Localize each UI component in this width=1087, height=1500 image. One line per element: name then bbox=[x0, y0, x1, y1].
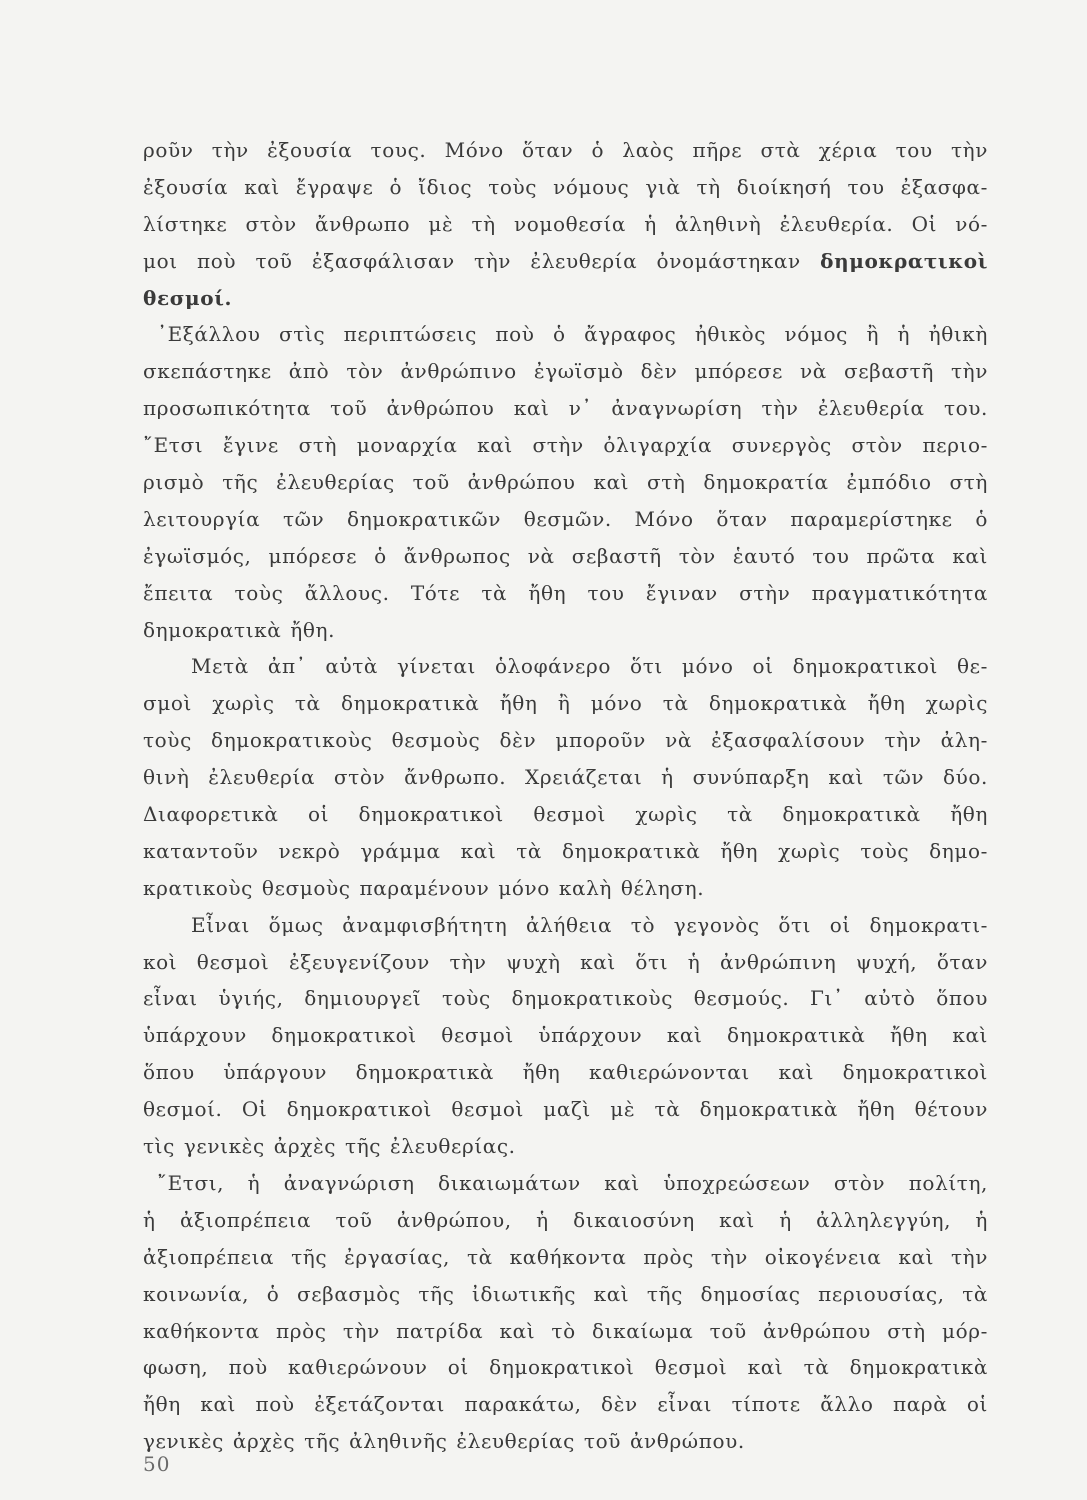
text-line: θεσμοί. Οἱ δημοκρατικοὶ θεσμοὶ μαζὶ μὲ τὰ δημοκρατικὰ ἤθη θέτουν bbox=[143, 1097, 988, 1122]
text-line bbox=[143, 280, 988, 317]
text-line: ὅπου ὑπάργουν δημοκρατικὰ ἤθη καθιερώνονται καὶ δημοκρατικοὶ bbox=[143, 1060, 988, 1085]
text-line: κοινωνία, ὁ σεβασμὸς τῆς ἰδιωτικῆς καὶ τῆς δημοσίας περιουσίας, τὰ bbox=[143, 1281, 988, 1306]
text-line: ἤθη καὶ ποὺ ἐξετάζονται παρακάτω, δὲν εἶναι τίποτε ἄλλο παρὰ οἱ bbox=[143, 1392, 988, 1417]
text-line: ἀξιοπρέπεια τῆς ἐργασίας, τὰ καθήκοντα πρὸς τὴν οἰκογένεια καὶ τὴν bbox=[143, 1244, 988, 1269]
text-line: ρισμὸ τῆς ἐλευθερίας τοῦ ἀνθρώπου καὶ στὴ δημοκρατία ἐμπόδιο στὴ bbox=[143, 470, 988, 495]
text-line: ἐξουσία καὶ ἔγραψε ὁ ἴδιος τοὺς νόμους γιὰ τὴ διοίκησή του ἐξασφα- bbox=[143, 174, 988, 199]
text-line: καθήκοντα πρὸς τὴν πατρίδα καὶ τὸ δικαίωμα τοῦ ἀνθρώπου στὴ μόρ- bbox=[143, 1318, 988, 1343]
bold-term: θεσμοί. bbox=[143, 285, 233, 310]
text-line: εἶναι ὑγιής, δημιουργεῖ τοὺς δημοκρατικοὺς θεσμούς. Γι᾿ αὐτὸ ὅπου bbox=[143, 986, 988, 1011]
bold-term: δημοκρατικοὶ bbox=[820, 248, 989, 273]
text-line: λίστηκε στὸν ἄνθρωπο μὲ τὴ νομοθεσία ἡ ἀληθινὴ ἐλευθερία. Οἱ νό- bbox=[143, 211, 988, 236]
text-line: γενικὲς ἀρχὲς τῆς ἀληθινῆς ἐλευθερίας τοῦ ἀνθρώπου. bbox=[143, 1429, 745, 1454]
text-line: σκεπάστηκε ἀπὸ τὸν ἀνθρώπινο ἐγωϊσμὸ δὲν μπόρεσε νὰ σεβαστῆ τὴν bbox=[143, 359, 988, 384]
text-line: φωση, ποὺ καθιερώνουν οἱ δημοκρατικοὶ θεσμοὶ καὶ τὰ δημοκρατικὰ bbox=[143, 1355, 988, 1380]
text-line: Διαφορετικὰ οἱ δημοκρατικοὶ θεσμοὶ χωρὶς τὰ δημοκρατικὰ ἤθη bbox=[143, 802, 988, 827]
text-line: προσωπικότητα τοῦ ἀνθρώπου καὶ ν᾿ ἀναγνωρίση τὴν ἐλευθερία του. bbox=[143, 396, 988, 421]
text-line: ροῦν τὴν ἐξουσία τους. Μόνο ὅταν ὁ λαὸς πῆρε στὰ χέρια του τὴν bbox=[143, 138, 988, 162]
text-line: ἔπειτα τοὺς ἄλλους. Τότε τὰ ἤθη του ἔγιναν στὴν πραγματικότητα bbox=[143, 580, 988, 605]
text-line: κρατικοὺς θεσμοὺς παραμένουν μόνο καλὴ θέληση. bbox=[143, 875, 705, 900]
text-line bbox=[143, 243, 988, 280]
text-line: σμοὶ χωρὶς τὰ δημοκρατικὰ ἤθη ἢ μόνο τὰ δημοκρατικὰ ἤθη χωρὶς bbox=[143, 691, 988, 716]
text-line: τὶς γενικὲς ἀρχὲς τῆς ἐλευθερίας. bbox=[143, 1134, 516, 1159]
body-text bbox=[143, 132, 988, 1460]
paragraph-first-line: Εἶναι ὅμως ἀναμφισβήτητη ἀλήθεια τὸ γεγονὸς ὅτι οἱ δημοκρατι- bbox=[191, 912, 988, 937]
text-line: κοὶ θεσμοὶ ἐξευγενίζουν τὴν ψυχὴ καὶ ὅτι ἡ ἀνθρώπινη ψυχή, ὅταν bbox=[143, 949, 988, 974]
text-segment: μοι ποὺ τοῦ ἐξασφάλισαν τὴν ἐλευθερία ὀνομάστηκαν bbox=[143, 248, 801, 273]
text-line: ἐγωϊσμός, μπόρεσε ὁ ἄνθρωπος νὰ σεβαστῆ τὸν ἑαυτό του πρῶτα καὶ bbox=[143, 543, 988, 568]
text-line: καταντοῦν νεκρὸ γράμμα καὶ τὰ δημοκρατικὰ ἤθη χωρὶς τοὺς δημο- bbox=[143, 838, 988, 863]
text-line: ῎Ετσι ἔγινε στὴ μοναρχία καὶ στὴν ὀλιγαρχία συνεργὸς στὸν περιο- bbox=[143, 433, 988, 458]
text-line: τοὺς δημοκρατικοὺς θεσμοὺς δὲν μποροῦν νὰ ἐξασφαλίσουν τὴν ἀλη- bbox=[143, 728, 988, 753]
text-line: ἡ ἀξιοπρέπεια τοῦ ἀνθρώπου, ἡ δικαιοσύνη καὶ ἡ ἀλληλεγγύη, ἡ bbox=[143, 1207, 988, 1232]
text-line: θινὴ ἐλευθερία στὸν ἄνθρωπο. Χρειάζεται ἡ συνύπαρξη καὶ τῶν δύο. bbox=[143, 765, 988, 790]
paragraph-first-line: Μετὰ ἀπ᾿ αὐτὰ γίνεται ὁλοφάνερο ὅτι μόνο οἱ δημοκρατικοὶ θε- bbox=[191, 654, 988, 679]
paragraph-first-line: ᾿Εξάλλου στὶς περιπτώσεις ποὺ ὁ ἄγραφος ἠθικὸς νόμος ἢ ἡ ἠθικὴ bbox=[157, 322, 988, 347]
paragraph-first-line: ῎Ετσι, ἡ ἀναγνώριση δικαιωμάτων καὶ ὑποχρεώσεων στὸν πολίτη, bbox=[157, 1170, 988, 1195]
text-line: λειτουργία τῶν δημοκρατικῶν θεσμῶν. Μόνο ὅταν παραμερίστηκε ὁ bbox=[143, 506, 988, 531]
page-number: 50 bbox=[143, 1452, 171, 1476]
text-line: ὑπάρχουν δημοκρατικοὶ θεσμοὶ ὑπάρχουν καὶ δημοκρατικὰ ἤθη καὶ bbox=[143, 1023, 988, 1048]
text-line: δημοκρατικὰ ἤθη. bbox=[143, 617, 336, 642]
